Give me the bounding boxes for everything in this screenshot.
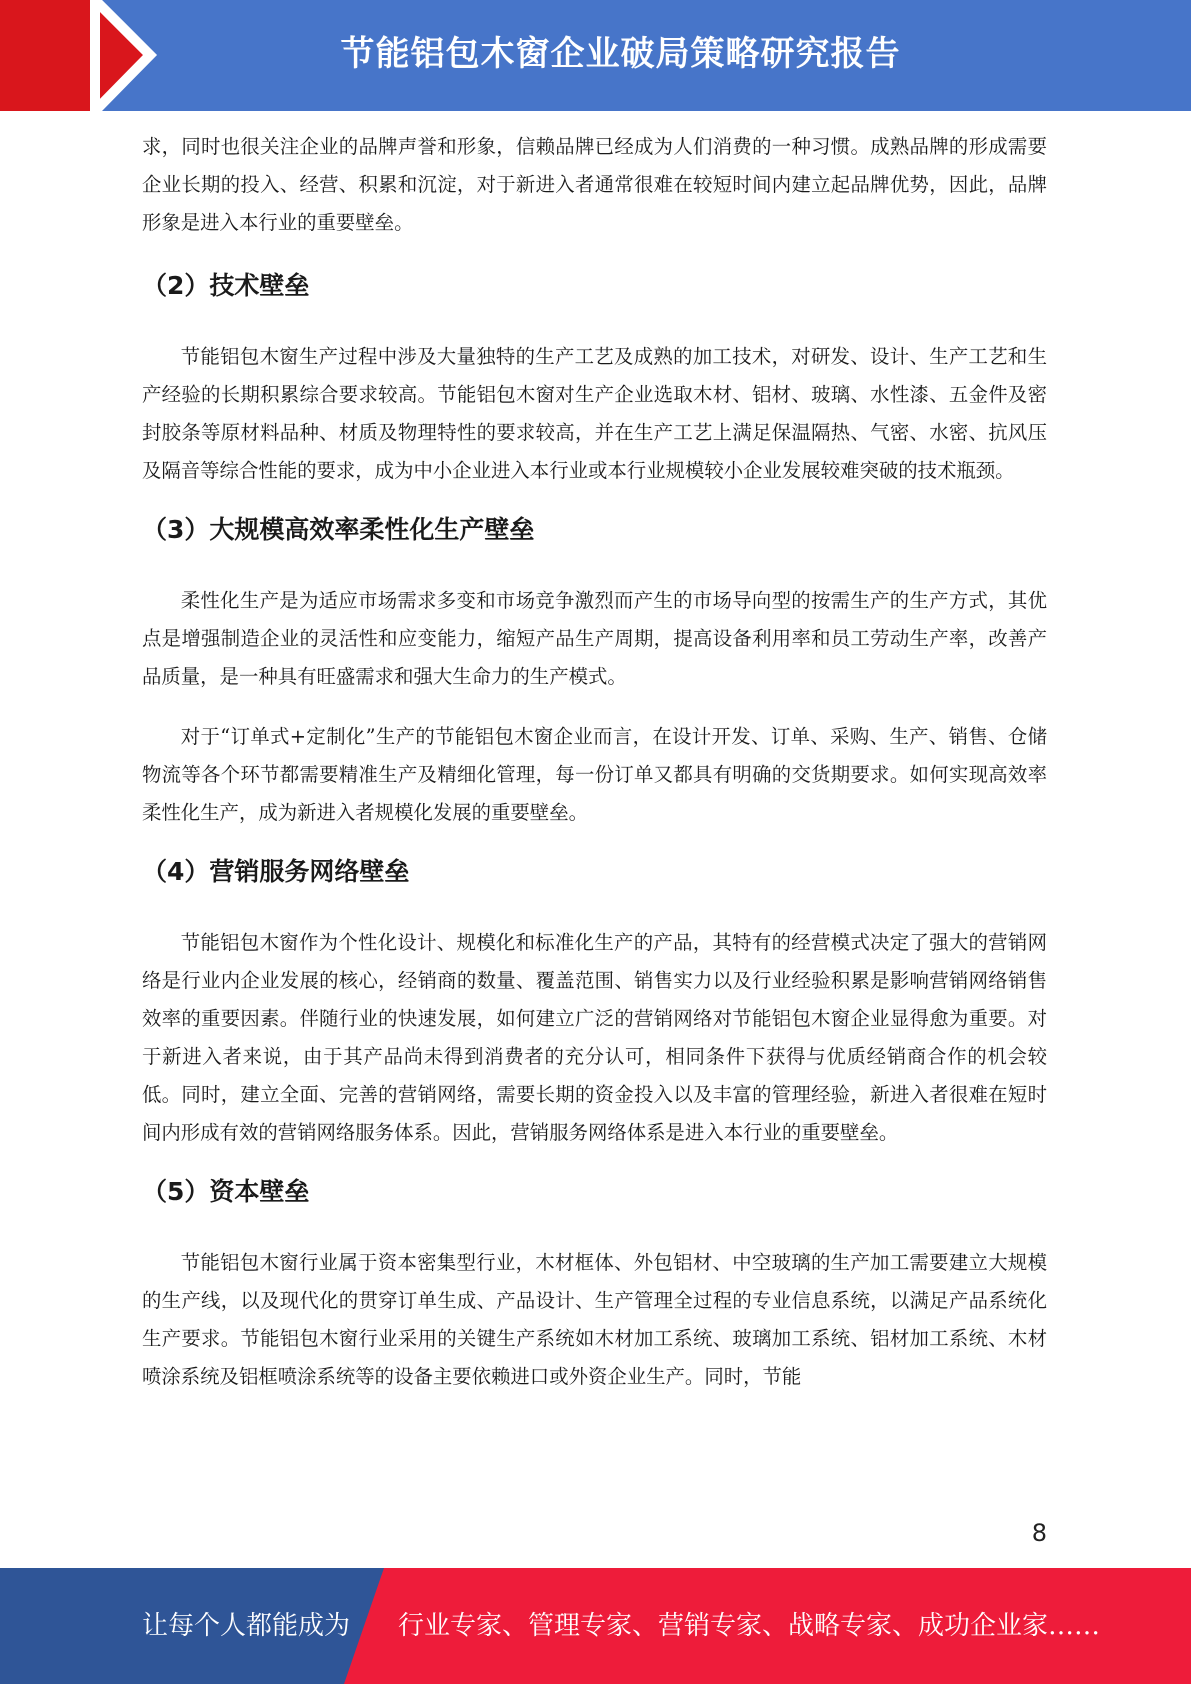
page-number: 8: [1031, 1519, 1047, 1547]
page-footer: [0, 1568, 1191, 1684]
paragraph-flexible-production-1: 柔性化生产是为适应市场需求多变和市场竞争激烈而产生的市场导向型的按需生产的生产方式，其优点是增强制造企业的灵活性和应变能力，缩短产品生产周期，提高设备利用率和员工劳动生产率，改善产品质量，是一种具有旺盛需求和强大生命力的生产模式。: [142, 589, 1047, 688]
paragraph-technology-barrier: 节能铝包木窗生产过程中涉及大量独特的生产工艺及成熟的加工技术，对研发、设计、生产工艺和生产经验的长期积累综合要求较高。节能铝包木窗对生产企业选取木材、铝材、玻璃、水性漆、五金件及密封胶条等原材料品种、材质及物理特性的要求较高，并在生产工艺上满足保温隔热、气密、水密、抗风压及隔音等综合性能的要求，成为中小企业进入本行业或本行业规模较小企业发展较难突破的技术瓶颈。: [142, 345, 1047, 482]
heading-marketing-network-barrier: （4）营销服务网络壁垒: [142, 857, 410, 886]
heading-flexible-production-barrier: （3）大规模高效率柔性化生产壁垒: [142, 515, 535, 544]
report-title: 节能铝包木窗企业破局策略研究报告: [340, 34, 901, 74]
heading-technology-barrier: （2）技术壁垒: [142, 271, 310, 300]
paragraph-capital-barrier: 节能铝包木窗行业属于资本密集型行业，木材框体、外包铝材、中空玻璃的生产加工需要建立大规模的生产线，以及现代化的贯穿订单生成、产品设计、生产管理全过程的专业信息系统，以满足产品系统化生产要求。节能铝包木窗行业采用的关键生产系统如木材加工系统、玻璃加工系统、铝材加工系统、木材喷涂系统及铝框喷涂系统等的设备主要依赖进口或外资企业生产。同时，节能: [142, 1251, 1047, 1388]
page-content: [142, 128, 1047, 1396]
footer-slogan-right: 行业专家、管理专家、营销专家、战略专家、成功企业家……: [398, 1611, 1101, 1641]
page-header: [0, 0, 1191, 111]
paragraph-flexible-production-2: 对于“订单式+定制化”生产的节能铝包木窗企业而言，在设计开发、订单、采购、生产、销售、仓储物流等各个环节都需要精准生产及精细化管理，每一份订单又都具有明确的交货期要求。如何实现高效率柔性化生产，成为新进入者规模化发展的重要壁垒。: [142, 725, 1047, 824]
paragraph-marketing-network-barrier: 节能铝包木窗作为个性化设计、规模化和标准化生产的产品，其特有的经营模式决定了强大的营销网络是行业内企业发展的核心，经销商的数量、覆盖范围、销售实力以及行业经验积累是影响营销网络销售效率的重要因素。伴随行业的快速发展，如何建立广泛的营销网络对节能铝包木窗企业显得愈为重要。对于新进入者来说，由于其产品尚未得到消费者的充分认可，相同条件下获得与优质经销商合作的机会较低。同时，建立全面、完善的营销网络，需要长期的资金投入以及丰富的管理经验，新进入者很难在短时间内形成有效的营销网络服务体系。因此，营销服务网络体系是进入本行业的重要壁垒。: [142, 931, 1047, 1144]
heading-capital-barrier: （5）资本壁垒: [142, 1177, 310, 1206]
footer-slogan-left: 让每个人都能成为: [142, 1611, 351, 1641]
paragraph-continuation: 求，同时也很关注企业的品牌声誉和形象，信赖品牌已经成为人们消费的一种习惯。成熟品牌的形成需要企业长期的投入、经营、积累和沉淀，对于新进入者通常很难在较短时间内建立起品牌优势，因此，品牌形象是进入本行业的重要壁垒。: [142, 135, 1047, 234]
